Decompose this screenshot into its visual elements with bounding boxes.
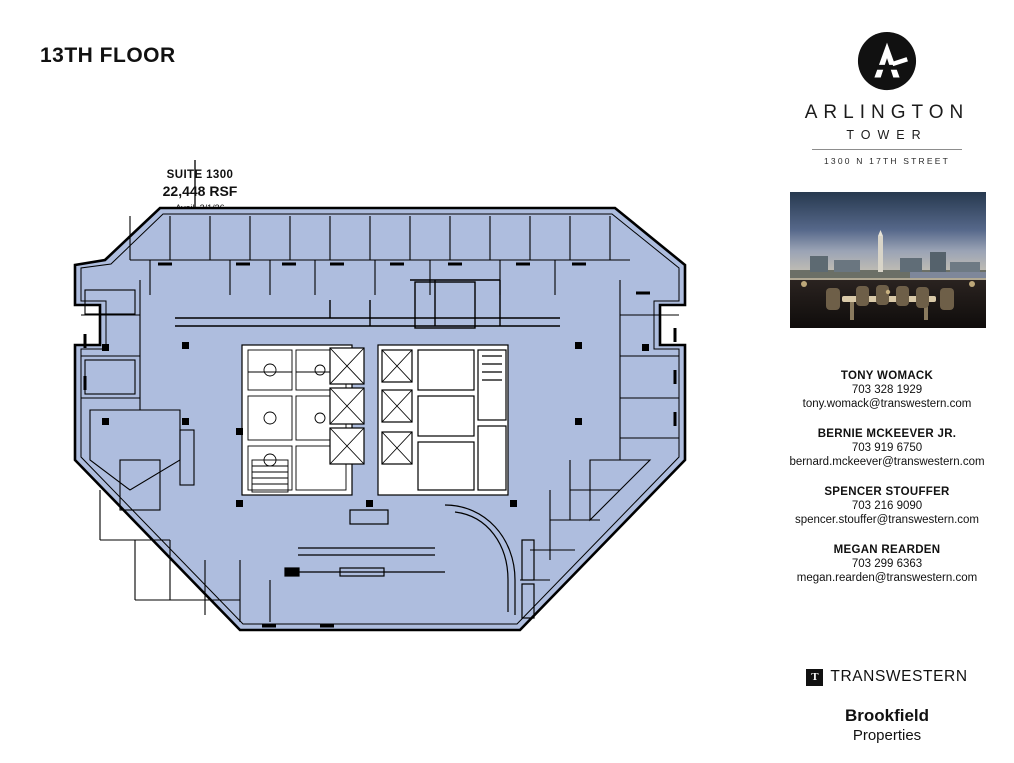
- building-photo: [790, 192, 986, 328]
- elevator-bank-west: [330, 348, 364, 464]
- brand-footer: [760, 668, 1014, 744]
- contact-phone[interactable]: 703 299 6363: [851, 558, 923, 570]
- suite-size: 22,448 RSF: [162, 183, 238, 200]
- contact-email[interactable]: spencer.stouffer@transwestern.com: [794, 514, 980, 526]
- contact-phone[interactable]: 703 216 9090: [851, 500, 923, 512]
- contact-list: [760, 370, 1014, 602]
- contact-name: TONY WOMACK: [840, 370, 934, 382]
- logo-divider: [812, 149, 962, 150]
- contact-card: [760, 544, 1014, 584]
- transwestern-label: TRANSWESTERN: [830, 668, 968, 685]
- transwestern-mark-icon: T: [806, 669, 823, 686]
- arlington-tower-monogram-icon: [856, 30, 918, 92]
- suite-label: SUITE 1300: [166, 169, 234, 181]
- brookfield-sub: Properties: [852, 727, 922, 744]
- sidebar: [760, 0, 1014, 763]
- rooftop-terrace-photo-graphic: [790, 192, 986, 328]
- transwestern-logo: [760, 668, 1014, 686]
- brookfield-name: Brookfield: [844, 706, 930, 725]
- floor-plan-drawing: [30, 160, 750, 680]
- contact-email[interactable]: megan.rearden@transwestern.com: [796, 572, 978, 584]
- building-logo-block: [760, 30, 1014, 166]
- building-name: ARLINGTON: [804, 102, 970, 123]
- floor-plan: [30, 160, 750, 680]
- contact-phone[interactable]: 703 328 1929: [851, 384, 923, 396]
- contact-name: BERNIE MCKEEVER JR.: [817, 428, 957, 440]
- building-address: 1300 N 17TH STREET: [823, 156, 951, 166]
- contact-email[interactable]: tony.womack@transwestern.com: [802, 398, 972, 410]
- contact-name: SPENCER STOUFFER: [824, 486, 950, 498]
- contact-name: MEGAN REARDEN: [833, 544, 941, 556]
- contact-card: [760, 428, 1014, 468]
- contact-phone[interactable]: 703 919 6750: [851, 442, 923, 454]
- contact-email[interactable]: bernard.mckeever@transwestern.com: [789, 456, 985, 468]
- page-title: 13TH FLOOR: [40, 44, 176, 67]
- contact-card: [760, 486, 1014, 526]
- building-subtitle: TOWER: [846, 128, 928, 142]
- contact-card: [760, 370, 1014, 410]
